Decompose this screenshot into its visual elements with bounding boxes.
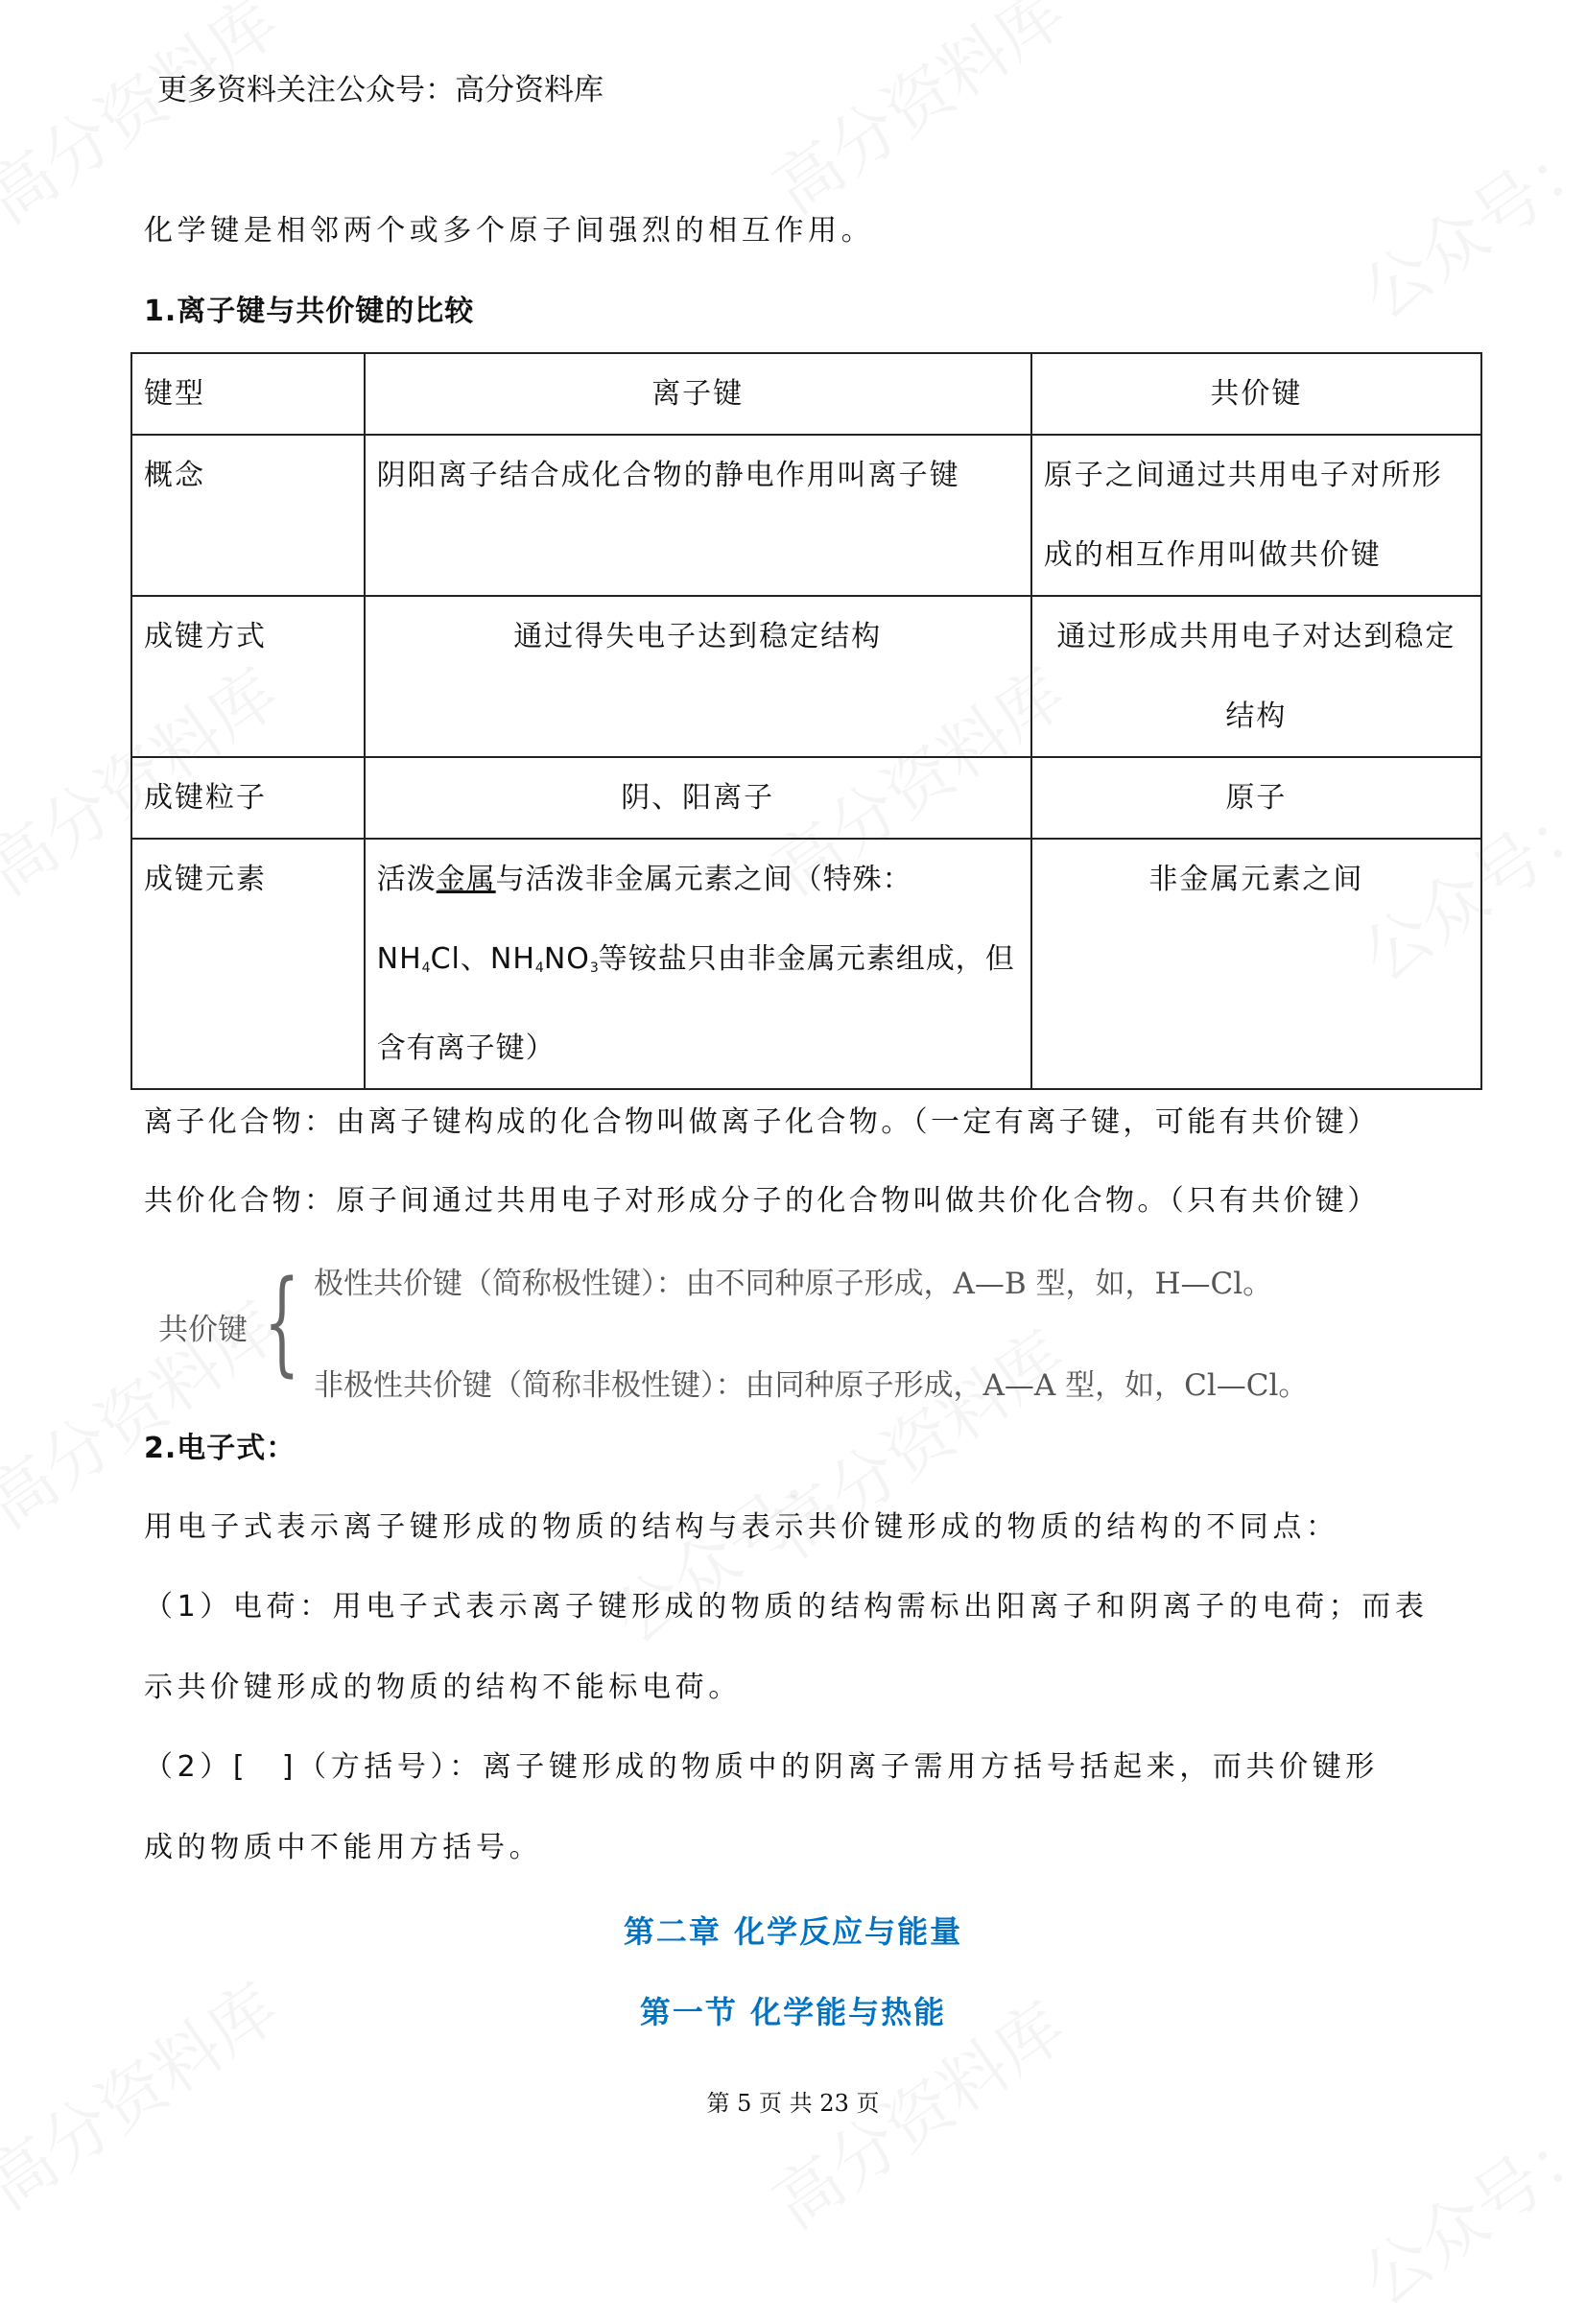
paragraph: （1）电荷：用电子式表示离子键形成的物质的结构需标出阳离子和阴离子的电荷；而表	[144, 1590, 1429, 1624]
text: 与活泼非金属元素之间（特殊：NH	[376, 863, 912, 976]
figure-root-label: 共价键	[158, 1313, 248, 1347]
covalent-cell: 原子之间通过共用电子对所形成的相互作用叫做共价键	[1031, 435, 1481, 596]
watermark	[1339, 105, 1586, 338]
covalent-bond-classification-figure	[151, 1247, 1436, 1406]
text: Cl、NH	[430, 942, 535, 976]
subscript: 4	[421, 960, 431, 976]
underlined-text: 金属	[436, 863, 496, 896]
header-cell: 离子键	[365, 353, 1031, 435]
watermark	[751, 0, 1082, 232]
polar-bond-branch: 极性共价键（简称极性键）：由不同种原子形成，A—B 型，如，H—Cl。	[314, 1267, 1273, 1301]
table-row	[131, 435, 1481, 596]
page-footer: 第 5 页 共 23 页	[706, 2090, 880, 2117]
table-row	[131, 757, 1481, 839]
nonpolar-bond-branch: 非极性共价键（简称非极性键）：由同种原子形成，A—A 型，如，Cl—Cl。	[314, 1368, 1309, 1403]
ionic-cell	[365, 839, 1031, 1089]
ionic-compound-def: 离子化合物：由离子键构成的化合物叫做离子化合物。（一定有离子键，可能有共价键）	[144, 1105, 1380, 1139]
paragraph: 用电子式表示离子键形成的物质的结构与表示共价键形成的物质的结构的不同点：	[144, 1510, 1339, 1544]
watermark	[1339, 2091, 1586, 2324]
covalent-cell: 原子	[1031, 757, 1481, 839]
covalent-compound-def: 共价化合物：原子间通过共用电子对形成分子的化合物叫做共价化合物。（只有共价键）	[144, 1184, 1380, 1218]
row-label: 成键方式	[131, 596, 365, 757]
ionic-cell: 阴、阳离子	[365, 757, 1031, 839]
watermark	[0, 0, 295, 242]
section-1-title: 1.离子键与共价键的比较	[144, 295, 475, 328]
ionic-cell: 通过得失电子达到稳定结构	[365, 596, 1031, 757]
paragraph: （2）[ ]（方括号）：离子键形成的物质中的阴离子需用方括号括起来，而共价键形	[144, 1750, 1379, 1784]
header-cell: 共价键	[1031, 353, 1481, 435]
intro-text: 化学键是相邻两个或多个原子间强烈的相互作用。	[144, 214, 875, 248]
row-label: 概念	[131, 435, 365, 596]
ionic-cell: 阴阳离子结合成化合物的静电作用叫离子键	[365, 435, 1031, 596]
text: 活泼	[376, 863, 437, 896]
section-title: 第一节 化学能与热能	[639, 1994, 947, 2030]
section-2-title: 2.电子式：	[144, 1432, 296, 1465]
covalent-cell: 通过形成共用电子对达到稳定结构	[1031, 596, 1481, 757]
table-header-row	[131, 353, 1481, 435]
row-label: 成键粒子	[131, 757, 365, 839]
bond-comparison-table	[130, 352, 1482, 1090]
table-row	[131, 596, 1481, 757]
paragraph: 示共价键形成的物质的结构不能标电荷。	[144, 1671, 742, 1704]
text: NO	[543, 942, 590, 976]
covalent-cell: 非金属元素之间	[1031, 839, 1481, 1089]
brace-icon: {	[264, 1255, 300, 1387]
subscript: 3	[589, 960, 599, 976]
header-cell: 键型	[131, 353, 365, 435]
page-header: 更多资料关注公众号：高分资料库	[157, 73, 604, 107]
paragraph: 成的物质中不能用方括号。	[144, 1831, 543, 1864]
subscript: 4	[534, 960, 544, 976]
table-row	[131, 839, 1481, 1089]
row-label: 成键元素	[131, 839, 365, 1089]
text: 等铵盐只由非金属元素组成，但含有离子键）	[376, 942, 1015, 1065]
chapter-title: 第二章 化学反应与能量	[623, 1913, 963, 1950]
